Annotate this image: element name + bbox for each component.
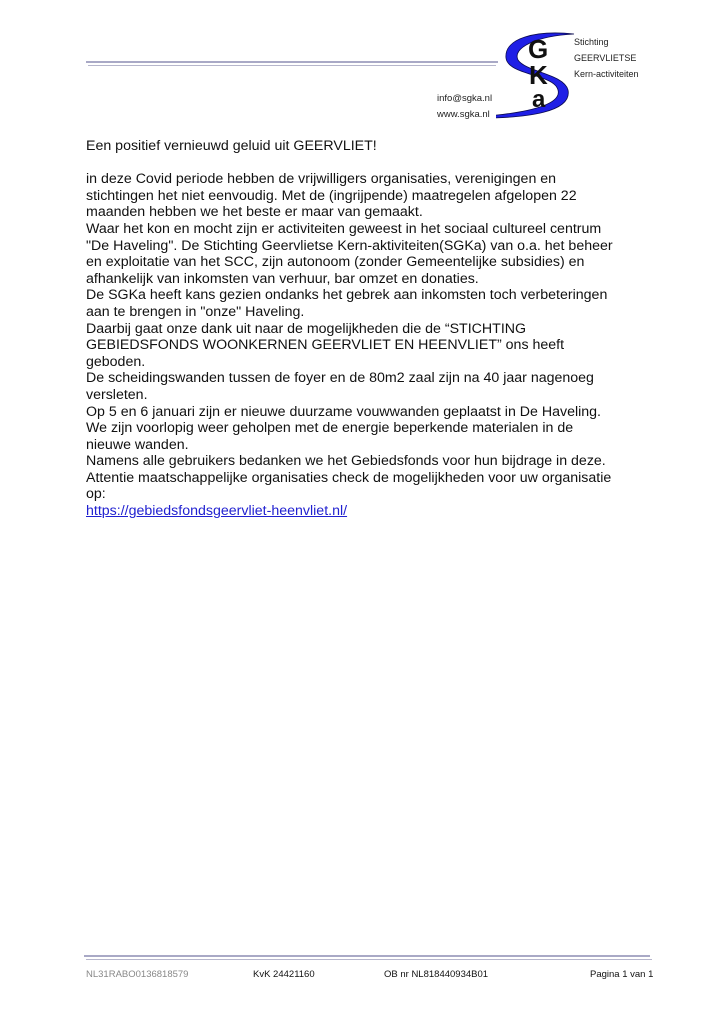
body-line: op: [86, 486, 106, 503]
body-line: afhankelijk van inkomsten van verhuur, bar omzet en donaties. [86, 270, 479, 287]
org-name-line: Kern-activiteiten [574, 69, 639, 79]
gebiedsfonds-link[interactable]: https://gebiedsfondsgeervliet-heenvliet.nl/ [86, 503, 348, 520]
sgka-logo [496, 28, 576, 120]
body-line: De SGKa heeft kans gezien ondanks het gebrek aan inkomsten toch verbeteringen [86, 287, 608, 304]
footer-divider [84, 955, 650, 961]
body-line: nieuwe wanden. [86, 436, 189, 453]
org-name-line: Stichting [574, 37, 609, 47]
contact-website: www.sgka.nl [437, 109, 490, 120]
body-line: Waar het kon en mocht zijn er activiteiten geweest in het sociaal cultureel centrum [86, 220, 602, 237]
footer-page-number: Pagina 1 van 1 [590, 969, 654, 980]
body-line: Attentie maatschappelijke organisaties check de mogelijkheden voor uw organisatie [86, 469, 612, 486]
body-text [86, 171, 646, 503]
body-line: Namens alle gebruikers bedanken we het Gebiedsfonds voor hun bijdrage in deze. [86, 453, 606, 470]
footer-kvk: KvK 24421160 [253, 969, 315, 980]
body-line: en exploitatie van het SCC, zijn autonoom (zonder Gemeentelijke subsidies) en [86, 254, 585, 271]
document-body [86, 138, 646, 520]
contact-email: info@sgka.nl [437, 93, 493, 104]
body-line: Daarbij gaat onze dank uit naar de mogelijkheden die de “STICHTING [86, 320, 527, 337]
body-line: stichtingen het niet eenvoudig. Met de (ingrijpende) maatregelen afgelopen 22 [86, 187, 577, 204]
body-line: "De Haveling". De Stichting Geervlietse Kern-aktiviteiten(SGKa) van o.a. het beheer [86, 237, 613, 254]
logo-letter-g: G [528, 34, 549, 64]
contact-info [437, 91, 492, 123]
body-line: GEBIEDSFONDS WOONKERNEN GEERVLIET EN HEENVLIET” ons heeft [86, 337, 565, 354]
footer-vat-number: OB nr NL818440934B01 [384, 969, 489, 980]
footer-iban: NL31RABO0136818579 [86, 969, 189, 980]
organization-name [574, 34, 639, 82]
body-line: versleten. [86, 386, 148, 403]
body-line: in deze Covid periode hebben de vrijwilligers organisaties, verenigingen en [86, 171, 557, 188]
logo-letter-a: a [532, 86, 546, 113]
body-line: aan te brengen in "onze" Haveling. [86, 303, 305, 320]
document-title: Een positief vernieuwd geluid uit GEERVLIET! [86, 138, 377, 154]
body-line: maanden hebben we het beste er maar van gemaakt. [86, 204, 423, 221]
body-line: Op 5 en 6 januari zijn er nieuwe duurzame vouwwanden geplaatst in De Haveling. [86, 403, 601, 420]
body-line: De scheidingswanden tussen de foyer en de 80m2 zaal zijn na 40 jaar nagenoeg [86, 370, 594, 387]
body-line: geboden. [86, 353, 146, 370]
org-name-line: GEERVLIETSE [574, 53, 637, 63]
logo-letter-k: K [529, 60, 548, 90]
header-divider [86, 61, 498, 67]
body-line: We zijn voorlopig weer geholpen met de energie beperkende materialen in de [86, 420, 574, 437]
